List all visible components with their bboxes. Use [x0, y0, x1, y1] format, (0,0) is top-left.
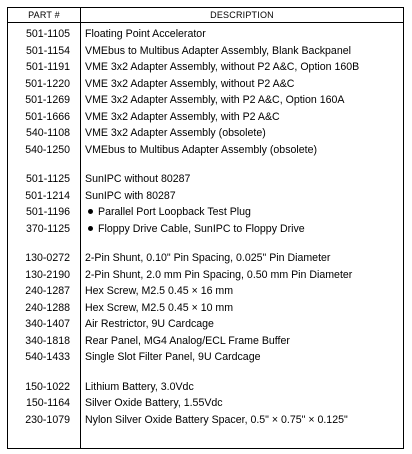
description-text: VME 3x2 Adapter Assembly (obsolete) — [85, 127, 266, 139]
table-row — [8, 379, 403, 396]
table-row — [8, 92, 403, 109]
header-description: DESCRIPTION — [210, 10, 274, 20]
part-description — [85, 92, 344, 109]
part-number: 130-0272 — [25, 252, 70, 264]
part-description — [85, 379, 194, 396]
part-number: 240-1287 — [25, 285, 70, 297]
description-text: 2-Pin Shunt, 2.0 mm Pin Spacing, 0.50 mm Pin Diameter — [85, 268, 353, 281]
part-number: 340-1407 — [25, 318, 70, 330]
part-description — [85, 171, 190, 188]
table-row — [8, 412, 403, 429]
part-description — [85, 300, 233, 317]
part-description — [85, 349, 260, 366]
part-number: 230-1079 — [25, 413, 70, 426]
part-description — [85, 333, 290, 350]
part-number: 501-1220 — [25, 77, 70, 90]
part-description — [85, 221, 305, 238]
part-number: 501-1666 — [25, 110, 70, 123]
description-text: VME 3x2 Adapter Assembly, without P2 A&C, Option 160B — [85, 61, 360, 73]
description-text: Hex Screw, M2.5 0.45 × 10 mm — [85, 301, 234, 314]
part-number: 370-1125 — [26, 222, 70, 235]
table-row — [8, 204, 403, 221]
part-description — [85, 125, 266, 142]
description-text: Floppy Drive Cable, SunIPC to Floppy Drive — [98, 222, 305, 235]
description-text: VME 3x2 Adapter Assembly, with P2 A&C — [85, 110, 280, 123]
part-description — [85, 109, 280, 126]
table-row — [8, 333, 403, 350]
description-text: Air Restrictor, 9U Cardcage — [85, 318, 214, 330]
part-number: 540-1108 — [26, 127, 70, 139]
description-text: Lithium Battery, 3.0Vdc — [85, 380, 194, 393]
part-description — [85, 59, 359, 76]
description-text: SunIPC with 80287 — [85, 189, 176, 202]
part-number: 501-1196 — [26, 206, 70, 218]
part-description — [85, 316, 214, 333]
part-number: 501-1191 — [26, 61, 70, 73]
part-description — [85, 188, 176, 205]
header-part: PART # — [28, 10, 60, 20]
table-header — [8, 8, 403, 23]
part-description — [85, 26, 206, 43]
part-description — [85, 412, 348, 429]
description-text: Rear Panel, MG4 Analog/ECL Frame Buffer — [85, 334, 290, 347]
parts-table — [7, 7, 404, 449]
part-description — [85, 283, 233, 300]
table-row — [8, 43, 403, 60]
table-row — [8, 283, 403, 300]
part-description — [85, 250, 330, 267]
part-description — [85, 142, 317, 159]
table-row — [8, 26, 403, 43]
description-text: Parallel Port Loopback Test Plug — [98, 206, 251, 218]
description-text: Silver Oxide Battery, 1.55Vdc — [85, 397, 223, 409]
table-row — [8, 267, 403, 284]
description-text: VMEbus to Multibus Adapter Assembly, Blank Backpanel — [85, 44, 351, 57]
table-row — [8, 349, 403, 366]
table-row — [8, 125, 403, 142]
table-row — [8, 76, 403, 93]
description-text: VME 3x2 Adapter Assembly, with P2 A&C, Option 160A — [85, 94, 345, 106]
table-row — [8, 395, 403, 412]
part-number: 540-1250 — [25, 143, 70, 156]
part-number: 150-1164 — [26, 397, 70, 409]
description-text: Nylon Silver Oxide Battery Spacer, 0.5" × 0.75" × 0.125" — [85, 413, 348, 426]
description-text: Single Slot Filter Panel, 9U Cardcage — [85, 351, 261, 363]
part-number: 501-1105 — [26, 28, 70, 40]
description-text: VMEbus to Multibus Adapter Assembly (obsolete) — [85, 143, 317, 156]
part-description — [85, 267, 352, 284]
part-number: 540-1433 — [25, 351, 70, 363]
bullet-icon — [88, 209, 93, 214]
bullet-icon — [88, 226, 93, 231]
table-row — [8, 221, 403, 238]
part-number: 501-1269 — [25, 94, 70, 106]
table-row — [8, 316, 403, 333]
part-description — [85, 76, 294, 93]
part-description — [85, 395, 223, 412]
description-text: 2-Pin Shunt, 0.10" Pin Spacing, 0.025" Pin Diameter — [85, 252, 331, 264]
table-row — [8, 250, 403, 267]
part-description — [85, 43, 351, 60]
part-number: 150-1022 — [25, 380, 70, 393]
part-number: 240-1288 — [25, 301, 70, 314]
part-number: 501-1214 — [25, 189, 70, 202]
table-body — [8, 26, 403, 428]
group-spacer — [8, 366, 403, 379]
group-spacer — [8, 237, 403, 250]
description-text: Hex Screw, M2.5 0.45 × 16 mm — [85, 285, 234, 297]
table-row — [8, 300, 403, 317]
description-text: SunIPC without 80287 — [85, 173, 191, 185]
part-number: 340-1818 — [25, 334, 70, 347]
part-number: 501-1154 — [26, 44, 70, 57]
table-row — [8, 188, 403, 205]
group-spacer — [8, 158, 403, 171]
part-number: 501-1125 — [26, 173, 70, 185]
part-number: 130-2190 — [25, 268, 70, 281]
table-row — [8, 171, 403, 188]
part-description — [85, 204, 251, 221]
table-row — [8, 59, 403, 76]
table-row — [8, 109, 403, 126]
description-text: Floating Point Accelerator — [85, 28, 206, 40]
description-text: VME 3x2 Adapter Assembly, without P2 A&C — [85, 77, 295, 90]
table-row — [8, 142, 403, 159]
